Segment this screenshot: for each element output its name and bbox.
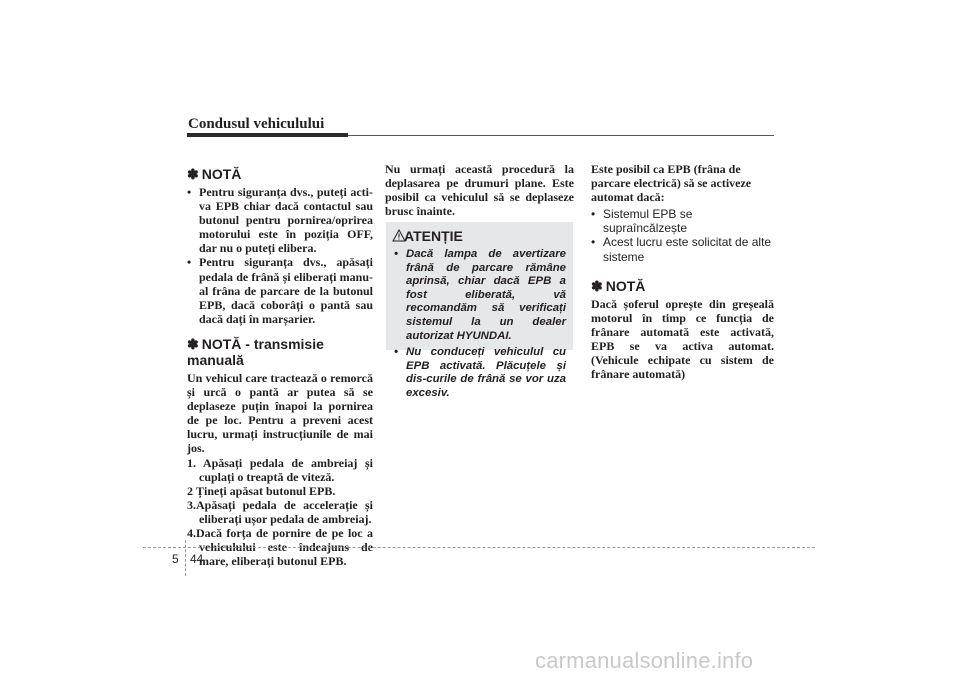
- note-heading: [187, 166, 373, 182]
- note-title: NOTĂ: [605, 277, 646, 294]
- page-header-title: Condusul vehiculului: [188, 116, 325, 132]
- watermark: carmanualsonline.info: [535, 648, 754, 673]
- header-rule-thin: [348, 135, 774, 136]
- list-item: 3.Apăsați pedala de accelerație și eliberați ușor pedala de ambreiaj.: [187, 497, 373, 526]
- paragraph: Un vehicul care tractează o remorcă și urcă o pantă ar putea să se deplaseze puțin înapoi la pornirea de pe loc. Pentru a preveni acest lucru, urmați instrucțiunile de mai jos.: [187, 370, 373, 456]
- warning-list: [394, 248, 566, 404]
- page-number: 44: [190, 552, 204, 566]
- warning-title: ATENȚIE: [404, 228, 463, 244]
- list-item: • Acest lucru este solicitat de alte sisteme: [591, 235, 774, 263]
- footer-divider: [185, 540, 186, 576]
- conditions-list: [591, 207, 774, 263]
- section-number: 5: [172, 552, 179, 566]
- paragraph: Este posibil ca EPB (frâna de parcare electrică) să se activeze automat dacă:: [591, 162, 752, 205]
- list-item: 4.Dacă forța de pornire de pe loc a vehiculului este îndeajuns de mare, eliberați butonul EPB.: [187, 525, 373, 569]
- column-right: [591, 162, 774, 381]
- note-title: NOTĂ - transmisie manuală: [187, 335, 324, 368]
- paragraph: Dacă șoferul oprește din greșeală motorul în timp ce funcția de frânare automată este activată, EPB se va activa automat. (Vehicule echipate cu sistem de frânare automată): [591, 296, 774, 382]
- note-list: [187, 185, 373, 326]
- list-item: • Pentru siguranța dvs., puteți acti-va EPB chiar dacă contactul sau butonul pentru pornirea/oprirea motorului este în poziția OFF, dar nu o puteți elibera.: [187, 185, 373, 255]
- column-middle: [385, 162, 574, 218]
- note-heading: [591, 278, 774, 294]
- paragraph: Nu urmați această procedură la deplasarea pe drumuri plane. Este posibil ca vehiculul să se deplaseze brusc înainte.: [385, 162, 574, 219]
- note-heading-manual: [187, 336, 373, 368]
- column-left: [187, 162, 373, 568]
- list-item: • Pentru siguranța dvs., apăsați pedala de frână și eliberați manu-al frâna de parcare de la butonul EPB, dacă coborâți o pantă sau dacă dați în marșarier.: [187, 255, 373, 325]
- list-item: • Dacă lampa de avertizare frână de parcare rămâne aprinsă, chiar dacă EPB a fost eliberată, vă recomandăm să verificați sistemul la un dealer autorizat HYUNDAI.: [394, 248, 566, 343]
- star-icon: ✽: [187, 166, 199, 182]
- star-icon: ✽: [187, 335, 199, 352]
- list-item: • Nu conduceți vehiculul cu EPB activată. Plăcuțele și dis-curile de frână se vor uza excesiv.: [394, 346, 566, 400]
- header-rule-thick: [187, 133, 348, 137]
- list-item: • Sistemul EPB se supraîncălzește: [591, 207, 774, 235]
- star-icon: ✽: [591, 277, 603, 294]
- list-item: 1. Apăsați pedala de ambreiaj și cuplați o treaptă de viteză.: [187, 455, 373, 484]
- list-item: 2 Țineți apăsat butonul EPB.: [187, 483, 336, 498]
- warning-box: [386, 222, 573, 399]
- note-title: NOTĂ: [201, 166, 242, 182]
- steps-list: [187, 456, 373, 569]
- footer-rule: [143, 547, 815, 548]
